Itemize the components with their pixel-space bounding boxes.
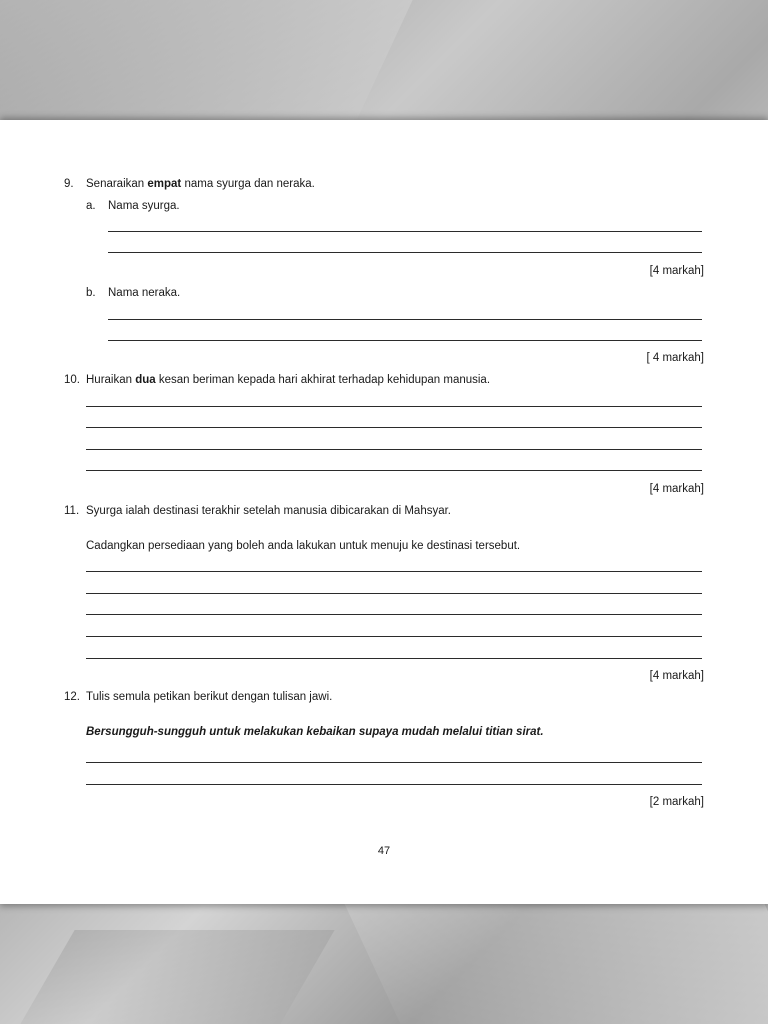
question-text: Huraikan — [86, 374, 136, 386]
answer-line[interactable] — [108, 231, 702, 232]
question-text: kesan beriman kepada hari akhirat terhadap kehidupan manusia. — [155, 374, 491, 386]
sub-question-letter: b. — [86, 287, 96, 299]
question-keyword: empat — [147, 178, 182, 190]
question-text: Tulis semula petikan berikut dengan tulisan jawi. — [86, 691, 333, 703]
background-highlight — [343, 900, 768, 1024]
marks-label: [4 markah] — [649, 670, 704, 682]
answer-line[interactable] — [86, 658, 702, 659]
marks-label: [4 markah] — [649, 483, 704, 495]
question-9 — [64, 177, 315, 191]
answer-line[interactable] — [86, 614, 702, 615]
answer-line[interactable] — [86, 449, 702, 450]
marks-label: [2 markah] — [649, 796, 704, 808]
question-11 — [64, 504, 451, 518]
answer-line[interactable] — [108, 319, 702, 320]
marks-label: [ 4 markah] — [646, 352, 704, 364]
answer-line[interactable] — [86, 636, 702, 637]
question-number: 10. — [64, 374, 80, 386]
question-text: nama syurga dan neraka. — [181, 178, 315, 190]
answer-line[interactable] — [86, 571, 702, 572]
question-9b — [86, 286, 180, 300]
answer-line[interactable] — [86, 406, 702, 407]
sub-question-label: Nama neraka. — [108, 287, 181, 299]
page-number: 47 — [377, 845, 391, 857]
background-shadow — [5, 930, 334, 1024]
sub-question-label: Nama syurga. — [108, 200, 180, 212]
jawi-passage: Bersungguh-sungguh untuk melakukan kebaikan supaya mudah melalui titian sirat. — [86, 726, 544, 738]
sub-question-letter: a. — [86, 200, 96, 212]
question-number: 9. — [64, 178, 74, 190]
question-text: Senaraikan — [86, 178, 148, 190]
question-number: 12. — [64, 691, 80, 703]
question-9a — [86, 199, 180, 213]
answer-line[interactable] — [86, 470, 702, 471]
answer-line[interactable] — [108, 252, 702, 253]
answer-line[interactable] — [86, 593, 702, 594]
question-11-instruction: Cadangkan persediaan yang boleh anda lakukan untuk menuju ke destinasi tersebut. — [86, 540, 521, 552]
worksheet-page — [0, 120, 768, 904]
question-12 — [64, 690, 332, 704]
question-number: 11. — [64, 505, 80, 517]
answer-line[interactable] — [86, 427, 702, 428]
question-10 — [64, 373, 490, 387]
answer-line[interactable] — [108, 340, 702, 341]
answer-line[interactable] — [86, 784, 702, 785]
question-keyword: dua — [135, 374, 156, 386]
marks-label: [4 markah] — [649, 265, 704, 277]
answer-line[interactable] — [86, 762, 702, 763]
question-text: Syurga ialah destinasi terakhir setelah manusia dibicarakan di Mahsyar. — [86, 505, 452, 517]
